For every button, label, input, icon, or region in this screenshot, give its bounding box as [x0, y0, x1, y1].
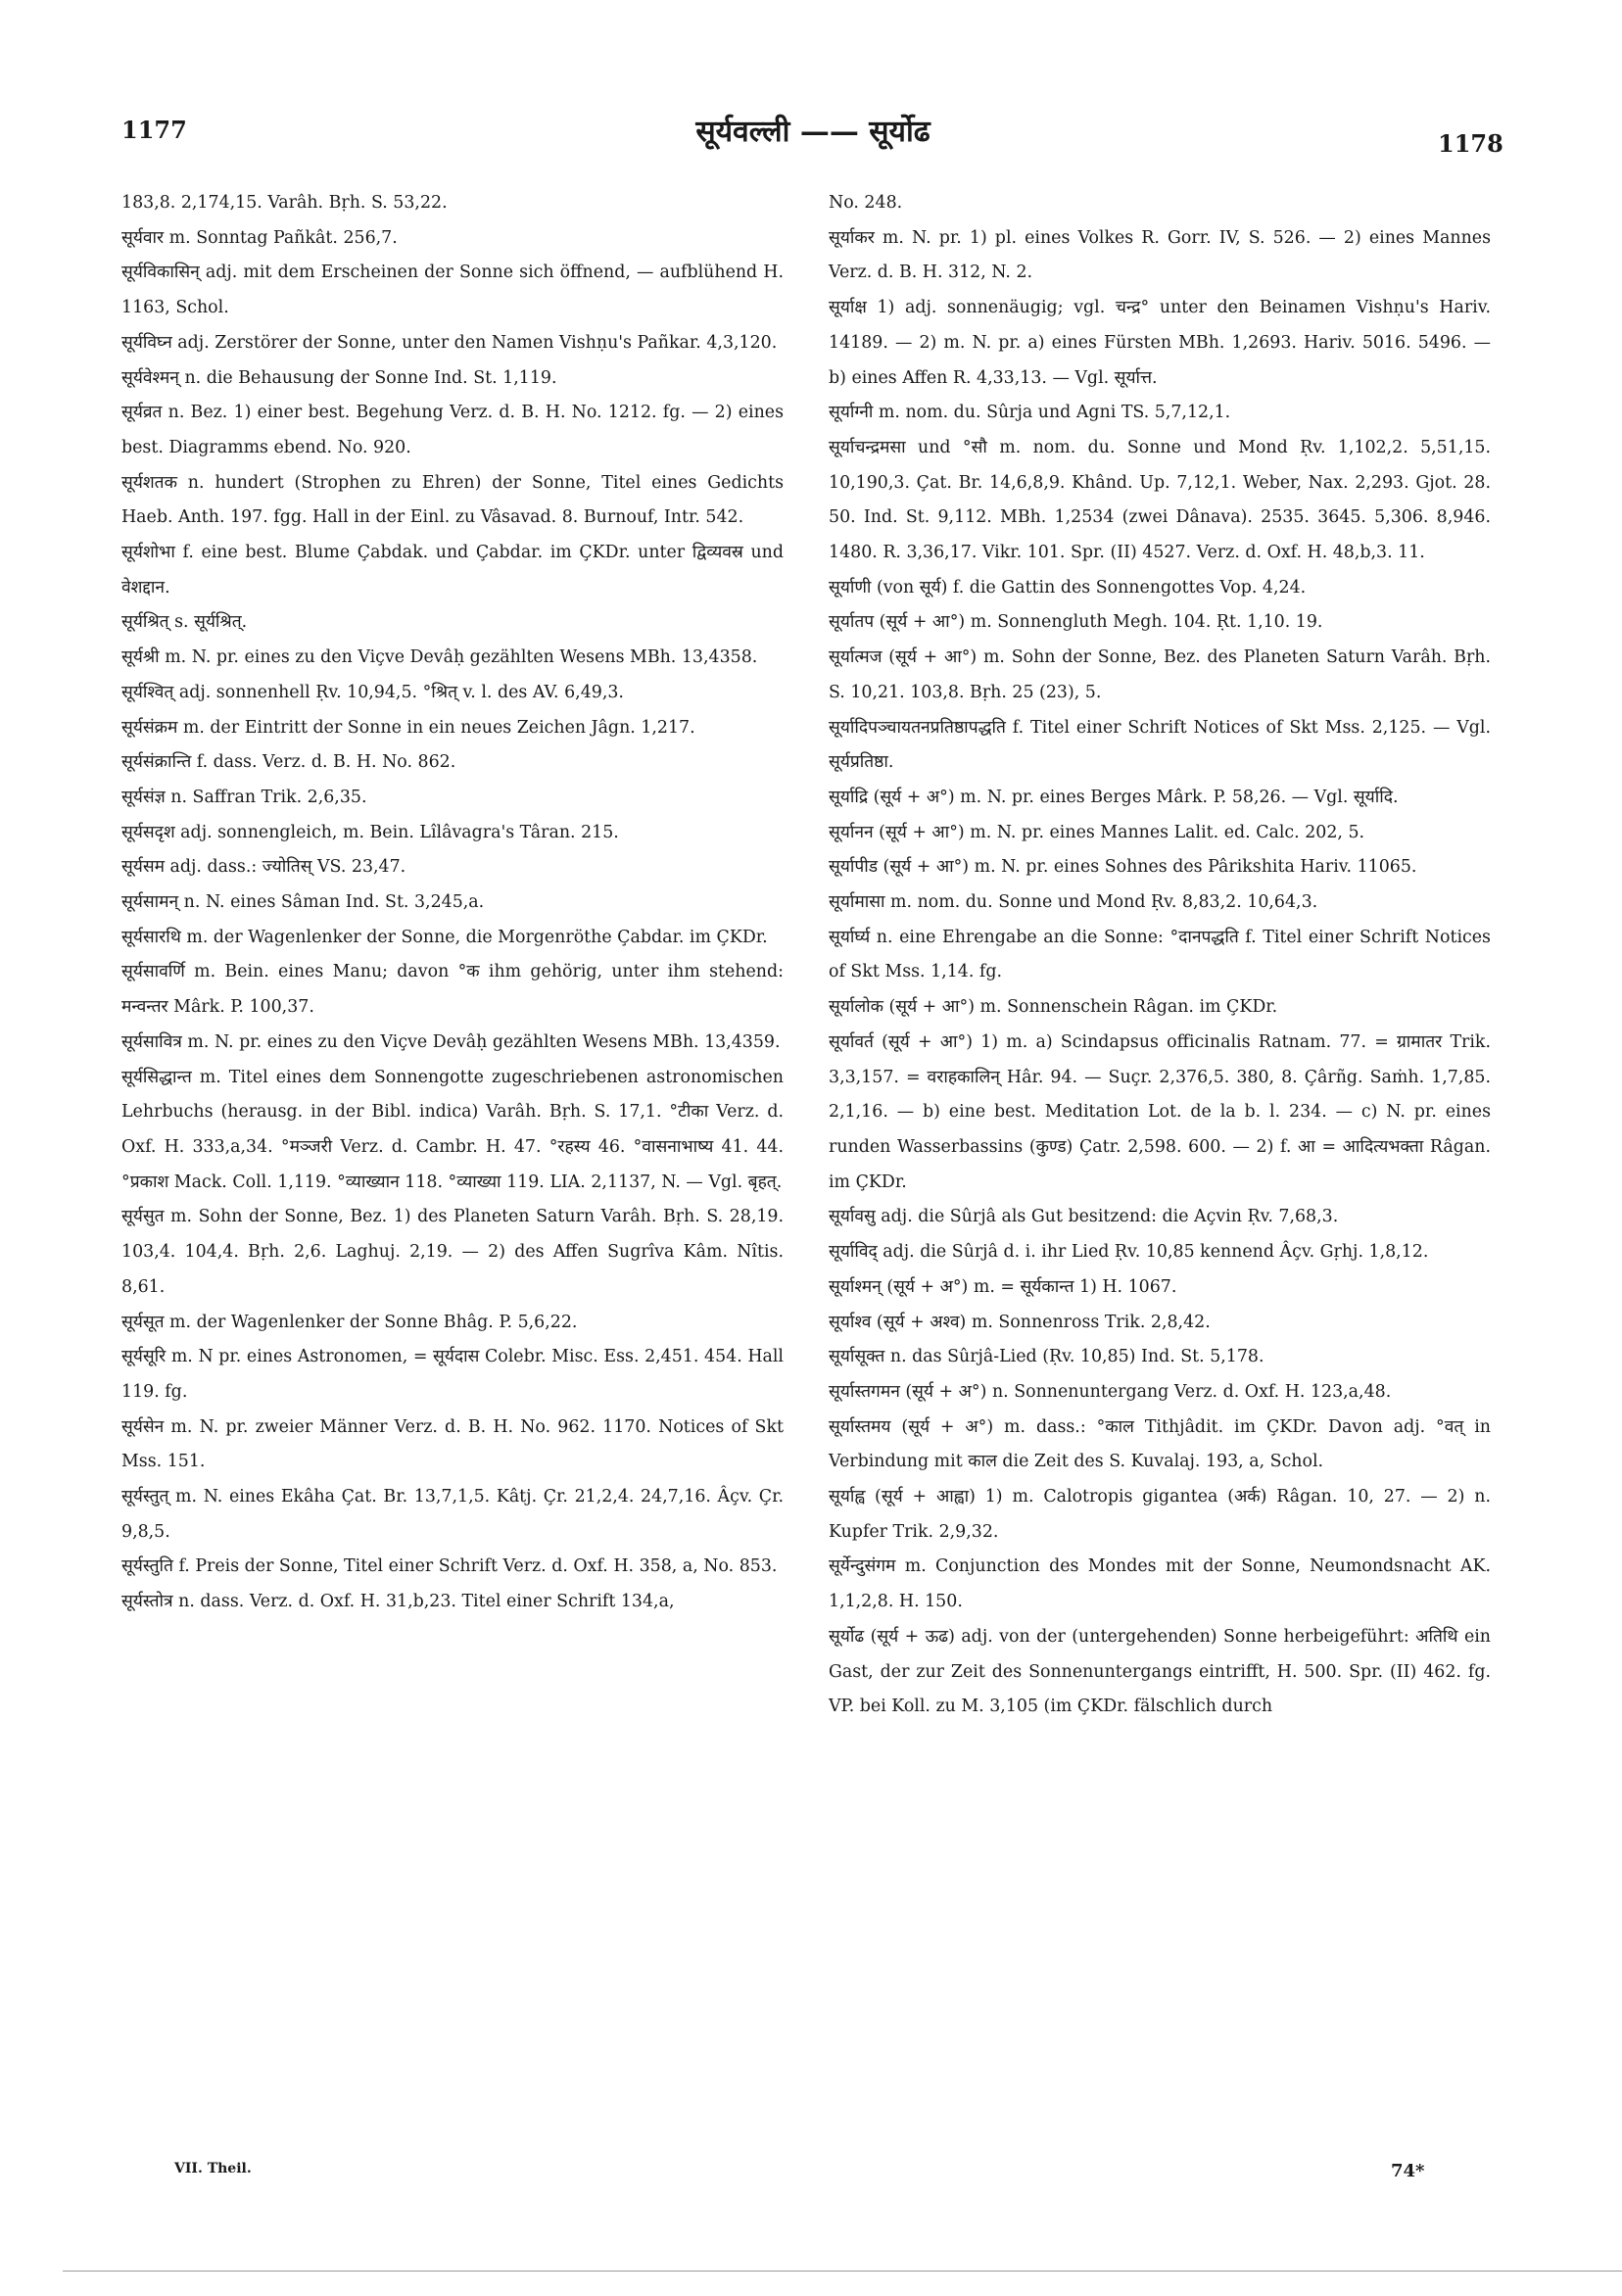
- dictionary-entry: सूर्यशतक n. hundert (Strophen zu Ehren) der Sonne, Titel eines Gedichts Haeb. Anth. 197. fgg. Hall in der Einl. zu Vâsavad. 8. Burnouf, Intr. 542.: [121, 472, 784, 528]
- dictionary-entry: सूर्यसूत m. der Wagenlenker der Sonne Bhâg. P. 5,6,22.: [121, 1312, 578, 1332]
- dictionary-entry: सूर्यसूरि m. N pr. eines Astronomen, = सूर्यदास Colebr. Misc. Ess. 2,451. 454. Hall 119. fg.: [121, 1347, 784, 1402]
- dictionary-entry: सूर्यवार m. Sonntag Pañkât. 256,7.: [121, 227, 398, 248]
- page-number-left: 1177: [121, 116, 187, 144]
- dictionary-entry: सूर्यानन (सूर्य + आ°) m. N. pr. eines Mannes Lalit. ed. Calc. 202, 5.: [829, 822, 1365, 842]
- dictionary-entry: सूर्यसंज्ञ n. Saffran Trik. 2,6,35.: [121, 787, 367, 807]
- dictionary-entry: सूर्यसम adj. dass.: ज्योतिस् VS. 23,47.: [121, 857, 406, 878]
- dictionary-entry: सूर्यसारथि m. der Wagenlenker der Sonne, die Morgenröthe Çabdar. im ÇKDr.: [121, 927, 768, 947]
- dictionary-entry: सूर्यावसु adj. die Sûrjâ als Gut besitzend: die Açvin Ṛv. 7,68,3.: [829, 1207, 1339, 1227]
- dictionary-entry: सूर्यवेश्मन् n. die Behausung der Sonne Ind. St. 1,119.: [121, 367, 557, 388]
- dictionary-entry: सूर्याचन्द्रमसा und °सौ m. nom. du. Sonne und Mond Ṛv. 1,102,2. 5,51,15. 10,190,3. Çat. Br. 14,6,8,9. Khând. Up. 7,12,1. Weber, Nax. 2,293. Gjot. 28. 50. Ind. St. 9,112. MBh. 1,2534 (zwei Dânava). 2535. 3645. 5,306. 8,946. 1480. R. 3,36,17. Vikr. 101. Spr. (II) 4527. Verz. d. Oxf. H. 48,b,3. 11.: [829, 437, 1491, 563]
- dictionary-entry: सूर्यालोक (सूर्य + आ°) m. Sonnenschein Râgan. im ÇKDr.: [829, 997, 1278, 1018]
- dictionary-entry: सूर्यस्तुति f. Preis der Sonne, Titel einer Schrift Verz. d. Oxf. H. 358, a, No. 853.: [121, 1556, 778, 1577]
- dictionary-entry: सूर्यश्री m. N. pr. eines zu den Viçve Devâḥ gezählten Wesens MBh. 13,4358.: [121, 647, 758, 668]
- dictionary-entry: सूर्यापीड (सूर्य + आ°) m. N. pr. eines Sohnes des Pârikshita Hariv. 11065.: [829, 857, 1417, 878]
- dictionary-entry: सूर्याग्नी m. nom. du. Sûrja und Agni TS. 5,7,12,1.: [829, 403, 1231, 423]
- volume-label: VII. Theil.: [174, 2161, 252, 2176]
- dictionary-entry: सूर्यश्रित् s. सूर्यश्रित्.: [121, 612, 248, 633]
- dictionary-entry: सूर्यसावित्र m. N. pr. eines zu den Viçve Devâḥ gezählten Wesens MBh. 13,4359.: [121, 1031, 781, 1052]
- page-number-right: 1178: [1438, 129, 1503, 158]
- dictionary-entry: सूर्यश्वित् adj. sonnenhell Ṛv. 10,94,5. °श्रित् v. l. des AV. 6,49,3.: [121, 682, 624, 702]
- running-head: सूर्यवल्ली —— सूर्योढ: [695, 115, 930, 149]
- dictionary-entry: सूर्योढ (सूर्य + ऊढ) adj. von der (untergehenden) Sonne herbeigeführt: अतिथि ein Gast, der zur Zeit des Sonnenuntergangs eintrifft, H. 500. Spr. (II) 462. fg. VP. bei Koll. zu M. 3,105 (im ÇKDr. fälschlich durch: [829, 1626, 1491, 1717]
- signature-mark: 74*: [1391, 2161, 1425, 2181]
- dictionary-entry: सूर्यसुत m. Sohn der Sonne, Bez. 1) des Planeten Saturn Varâh. Bṛh. S. 28,19. 103,4. 104,4. Bṛh. 2,6. Laghuj. 2,19. — 2) des Affen Sugrîva Kâm. Nîtis. 8,61.: [121, 1207, 784, 1297]
- right-column: [829, 186, 1491, 1725]
- dictionary-entry: सूर्येन्दुसंगम m. Conjunction des Mondes mit der Sonne, Neumondsnacht AK. 1,1,2,8. H. 150.: [829, 1556, 1491, 1612]
- bottom-rule: [63, 2271, 1622, 2272]
- dictionary-entry: सूर्यसिद्धान्त m. Titel eines dem Sonnengotte zugeschriebenen astronomischen Lehrbuchs (herausg. in der Bibl. indica) Varâh. Bṛh. S. 17,1. °टीका Verz. d. Oxf. H. 333,a,34. °मञ्जरी Verz. d. Cambr. H. 47. °रहस्य 46. °वासनाभाष्य 41. 44. °प्रकाश Mack. Coll. 1,119. °व्याख्यान 118. °व्याख्या 119. LIA. 2,1137, N. — Vgl. बृहत्.: [121, 1067, 784, 1192]
- dictionary-entry: सूर्याश्मन् (सूर्य + अ°) m. = सूर्यकान्त 1) H. 1067.: [829, 1276, 1177, 1297]
- dictionary-entry: सूर्यसामन् n. N. eines Sâman Ind. St. 3,245,a.: [121, 892, 485, 913]
- dictionary-entry: सूर्यसंक्रान्ति f. dass. Verz. d. B. H. No. 862.: [121, 752, 456, 773]
- dictionary-entry: सूर्याविद् adj. die Sûrjâ d. i. ihr Lied Ṛv. 10,85 kennend Âçv. Gṛhj. 1,8,12.: [829, 1242, 1429, 1263]
- dictionary-entry: सूर्यादिपञ्चायतनप्रतिष्ठापद्धति f. Titel einer Schrift Notices of Skt Mss. 2,125. — Vgl. सूर्यप्रतिष्ठा.: [829, 717, 1491, 773]
- dictionary-entry: सूर्यव्रत n. Bez. 1) einer best. Begehung Verz. d. B. H. No. 1212. fg. — 2) eines best. Diagramms ebend. No. 920.: [121, 403, 784, 457]
- dictionary-entry: सूर्यस्तोत्र n. dass. Verz. d. Oxf. H. 31,b,23. Titel einer Schrift 134,a,: [121, 1592, 675, 1612]
- dictionary-entry: No. 248.: [829, 193, 903, 213]
- dictionary-entry: सूर्यविकासिन् adj. mit dem Erscheinen der Sonne sich öffnend, — aufblühend H. 1163, Schol.: [121, 263, 784, 318]
- dictionary-entry: सूर्याणी (von सूर्य) f. die Gattin des Sonnengottes Vop. 4,24.: [829, 577, 1307, 598]
- page-header: [0, 0, 1622, 158]
- dictionary-entry: सूर्यविघ्न adj. Zerstörer der Sonne, unter den Namen Vishṇu's Pañkar. 4,3,120.: [121, 332, 778, 353]
- dictionary-entry: सूर्याह्व (सूर्य + आह्वा) 1) m. Calotropis gigantea (अर्क) Râgan. 10, 27. — 2) n. Kupfer Trik. 2,9,32.: [829, 1487, 1491, 1542]
- dictionary-entry: सूर्यास्तमय (सूर्य + अ°) m. dass.: °काल Tithjâdit. im ÇKDr. Davon adj. °वत् in Verbindung mit काल die Zeit des S. Kuvalaj. 193, a, Schol.: [829, 1416, 1491, 1472]
- left-column: [121, 186, 784, 1620]
- dictionary-entry: सूर्याश्व (सूर्य + अश्व) m. Sonnenross Trik. 2,8,42.: [829, 1312, 1211, 1332]
- dictionary-entry: सूर्यामासा m. nom. du. Sonne und Mond Ṛv. 8,83,2. 10,64,3.: [829, 892, 1318, 913]
- dictionary-entry: सूर्यशोभा f. eine best. Blume Çabdak. und Çabdar. im ÇKDr. unter द्विव्यवस्र und वेशद्दान.: [121, 543, 784, 598]
- dictionary-entry: सूर्याद्रि (सूर्य + अ°) m. N. pr. eines Berges Mârk. P. 58,26. — Vgl. सूर्यादि.: [829, 787, 1399, 807]
- dictionary-entry: सूर्याक्ष 1) adj. sonnenäugig; vgl. चन्द्र° unter den Beinamen Vishṇu's Hariv. 14189. — 2) m. N. pr. a) eines Fürsten MBh. 1,2693. Hariv. 5016. 5496. — b) eines Affen R. 4,33,13. — Vgl. सूर्यात्त.: [829, 298, 1491, 388]
- dictionary-entry: सूर्यसेन m. N. pr. zweier Männer Verz. d. B. H. No. 962. 1170. Notices of Skt Mss. 151.: [121, 1416, 784, 1472]
- dictionary-entry: सूर्यस्तुत् m. N. eines Ekâha Çat. Br. 13,7,1,5. Kâtj. Çr. 21,2,4. 24,7,16. Âçv. Çr. 9,8,5.: [121, 1487, 784, 1542]
- dictionary-entry: सूर्याकर m. N. pr. 1) pl. eines Volkes R. Gorr. IV, S. 526. — 2) eines Mannes Verz. d. B. H. 312, N. 2.: [829, 227, 1491, 283]
- dictionary-entry: सूर्यात्मज (सूर्य + आ°) m. Sohn der Sonne, Bez. des Planeten Saturn Varâh. Bṛh. S. 10,21. 103,8. Bṛh. 25 (23), 5.: [829, 647, 1491, 702]
- dictionary-entry: सूर्यास्तगमन (सूर्य + अ°) n. Sonnenuntergang Verz. d. Oxf. H. 123,a,48.: [829, 1381, 1392, 1402]
- dictionary-entry: सूर्यासूक्त n. das Sûrjâ-Lied (Ṛv. 10,85) Ind. St. 5,178.: [829, 1347, 1264, 1367]
- dictionary-entry: 183,8. 2,174,15. Varâh. Bṛh. S. 53,22.: [121, 193, 448, 213]
- dictionary-entry: सूर्यसावर्णि m. Bein. eines Manu; davon °क ihm gehörig, unter ihm stehend: मन्वन्तर Mârk. P. 100,37.: [121, 962, 784, 1018]
- dictionary-entry: सूर्यार्घ्य n. eine Ehrengabe an die Sonne: °दानपद्धति f. Titel einer Schrift Notices of Skt Mss. 1,14. fg.: [829, 927, 1491, 982]
- dictionary-entry: सूर्यसंक्रम m. der Eintritt der Sonne in ein neues Zeichen Jâgn. 1,217.: [121, 717, 695, 738]
- dictionary-entry: सूर्यातप (सूर्य + आ°) m. Sonnengluth Megh. 104. Ṛt. 1,10. 19.: [829, 612, 1323, 633]
- dictionary-entry: सूर्यावर्त (सूर्य + आ°) 1) m. a) Scindapsus officinalis Ratnam. 77. = ग्रामातर Trik. 3,3,157. = वराहकालिन् Hâr. 94. — Suçr. 2,376,5. 380, 8. Çârñg. Saṁh. 1,7,85. 2,1,16. — b) eine best. Meditation Lot. de la b. l. 234. — c) N. pr. eines runden Wasserbassins (कुण्ड) Çatr. 2,598. 600. — 2) f. आ = आदित्यभक्ता Râgan. im ÇKDr.: [829, 1031, 1491, 1192]
- dictionary-entry: सूर्यसदृश adj. sonnengleich, m. Bein. Lîlâvagra's Târan. 215.: [121, 822, 619, 842]
